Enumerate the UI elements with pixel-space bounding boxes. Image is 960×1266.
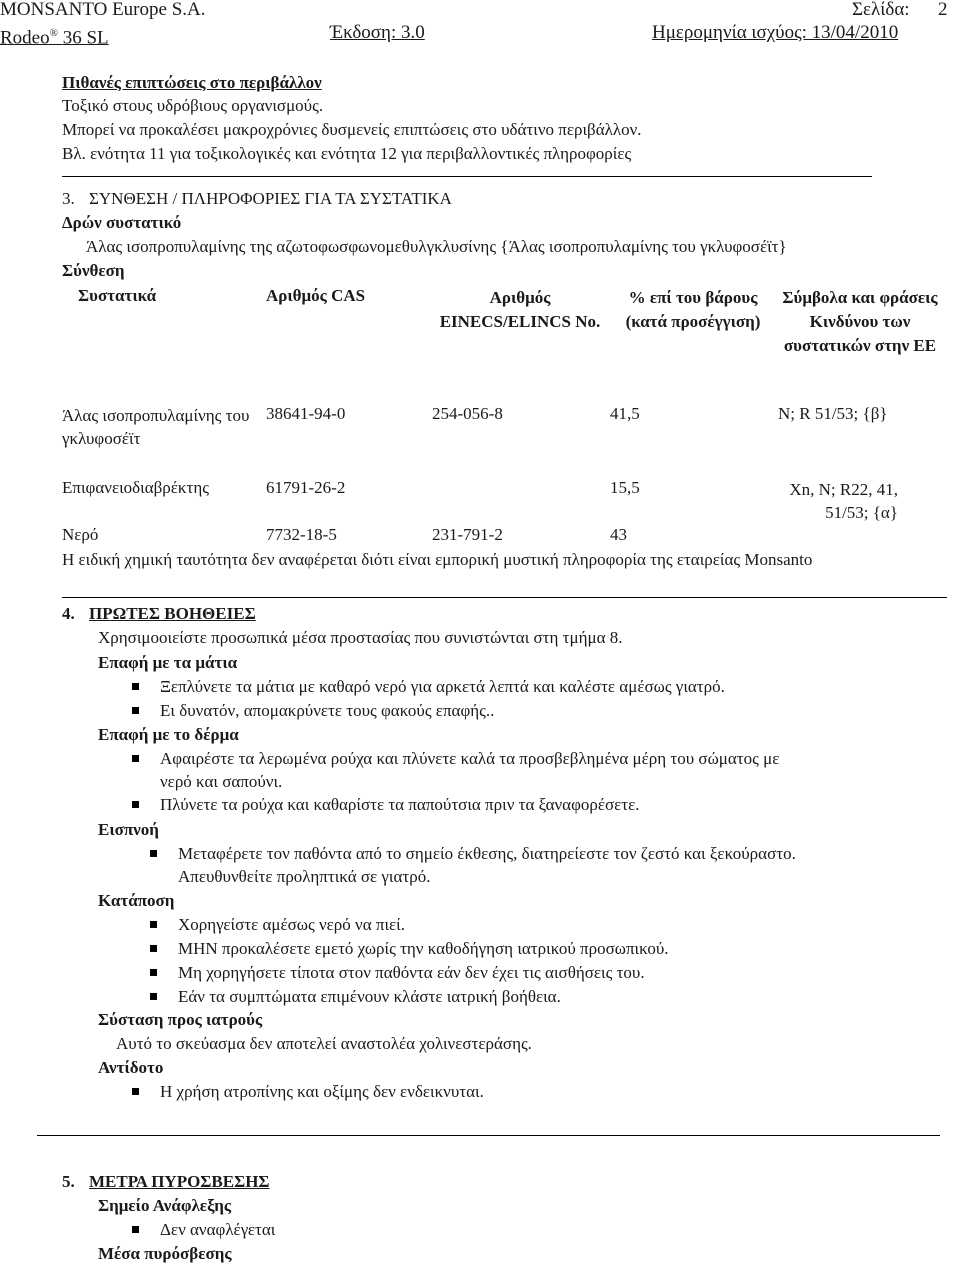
- company-name: MONSANTO Europe S.A.: [0, 0, 206, 20]
- col-header-percent: % επί του βάρους (κατά προσέγγιση): [625, 288, 761, 331]
- col-header-ingredients: Συστατικά: [78, 286, 157, 305]
- list-item-continuation: Απευθυνθείτε προληπτικά σε γιατρό.: [178, 867, 431, 886]
- table-cell-percent: 43: [610, 525, 627, 544]
- first-aid-intro: Χρησιμοοιείστε προσωπικά μέσα προστασίας που συνιστώνται στη τμήμα 8.: [98, 628, 623, 647]
- table-cell-symbols: N; R 51/53; {β}: [778, 404, 888, 423]
- table-cell-percent: 41,5: [610, 404, 640, 423]
- section-number: 4.: [62, 604, 75, 623]
- bullet-icon: [132, 1226, 139, 1233]
- list-item: Μη χορηγήσετε τίποτα στον παθόντα εάν δεν έχει τις αισθήσεις του.: [178, 963, 645, 982]
- col-header-symbols: Σύμβολα και φράσεις Κινδύνου των συστατικών στην ΕΕ: [782, 288, 938, 355]
- col-header-einecs: Αριθμός EINECS/ELINCS No.: [439, 288, 601, 331]
- list-item: Η χρήση ατροπίνης και οξίμης δεν ενδεικνυται.: [160, 1082, 484, 1101]
- bullet-icon: [150, 993, 157, 1000]
- table-cell-cas: 61791-26-2: [266, 478, 346, 497]
- version: Έκδοση: 3.0: [330, 22, 425, 43]
- list-item: Χορηγείστε αμέσως νερό να πιεί.: [178, 915, 405, 934]
- list-item: Δεν αναφλέγεται: [160, 1220, 276, 1239]
- list-item: Μεταφέρετε τον παθόντα από το σημείο έκθεσης, διατηρείεστε τον ζεστό και ξεκούραστο.: [178, 844, 796, 863]
- product-name: Rodeo® 36 SL: [0, 27, 109, 49]
- col-header-cas: Αριθμός CAS: [266, 286, 366, 305]
- bullet-icon: [132, 801, 139, 808]
- section-4-heading: [62, 604, 256, 624]
- env-heading: Πιθανές επιπτώσεις στο περιβάλλον: [62, 73, 322, 92]
- env-line: Μπορεί να προκαλέσει μακροχρόνιες δυσμενείς επιπτώσεις στο υδάτινο περιβάλλον.: [62, 120, 642, 139]
- table-cell-einecs: 254-056-8: [432, 404, 503, 423]
- table-cell-percent: 15,5: [610, 478, 640, 497]
- section-number: 5.: [62, 1172, 75, 1191]
- env-line: Βλ. ενότητα 11 για τοξικολογικές και ενότητα 12 για περιβαλλοντικές πληροφορίες: [62, 144, 632, 163]
- inhalation-label: Εισπνοή: [98, 820, 159, 839]
- bullet-icon: [132, 1088, 139, 1095]
- antidote-label: Αντίδοτο: [98, 1058, 164, 1077]
- extinguishing-media-label: Μέσα πυρόσβεσης: [98, 1244, 232, 1263]
- section-title: ΣΥΝΘΕΣΗ / ΠΛΗΡΟΦΟΡΙΕΣ ΓΙΑ ΤΑ ΣΥΣΤΑΤΙΚΑ: [89, 189, 452, 208]
- section-3-heading: [62, 189, 452, 209]
- doctor-note-text: Αυτό το σκεύασμα δεν αποτελεί αναστολέα χολινεστεράσης.: [116, 1034, 532, 1053]
- flash-point-label: Σημείο Ανάφλεξης: [98, 1196, 232, 1215]
- composition-label: Σύνθεση: [62, 261, 125, 280]
- bullet-icon: [132, 755, 139, 762]
- env-line: Τοξικό στους υδρόβιους οργανισμούς.: [62, 96, 324, 115]
- divider: [62, 176, 872, 177]
- section-number: 3.: [62, 189, 75, 208]
- bullet-icon: [150, 969, 157, 976]
- section-title: ΜΕΤΡΑ ΠΥΡΟΣΒΕΣΗΣ: [89, 1172, 270, 1191]
- divider: [62, 597, 947, 598]
- doctor-note-label: Σύσταση προς ιατρούς: [98, 1010, 263, 1029]
- table-cell-cas: 7732-18-5: [266, 525, 337, 544]
- table-cell-symbols: Xn, N; R22, 41, 51/53; {α}: [789, 480, 898, 522]
- active-ingredient-label: Δρών συστατικό: [62, 213, 182, 232]
- confidentiality-note: Η ειδική χημική ταυτότητα δεν αναφέρεται διότι είναι εμπορική μυστική πληροφορία της εταιρείας Monsanto: [62, 550, 813, 569]
- table-cell-name: Νερό: [62, 525, 99, 544]
- table-cell-cas: 38641-94-0: [266, 404, 346, 423]
- ingestion-label: Κατάποση: [98, 891, 175, 910]
- list-item: Ξεπλύνετε τα μάτια με καθαρό νερό για αρκετά λεπτά και καλέστε αμέσως γιατρό.: [160, 677, 725, 696]
- table-cell-einecs: 231-791-2: [432, 525, 503, 544]
- list-item: Ει δυνατόν, απομακρύνετε τους φακούς επαφής..: [160, 701, 495, 720]
- divider: [37, 1135, 940, 1136]
- table-cell-name: Επιφανειοδιαβρέκτης: [62, 478, 209, 497]
- list-item: Πλύνετε τα ρούχα και καθαρίστε τα παπούτσια πριν τα ξαναφορέσετε.: [160, 795, 640, 814]
- bullet-icon: [150, 921, 157, 928]
- list-item-continuation: νερό και σαπούνι.: [160, 772, 283, 791]
- section-5-heading: [62, 1172, 270, 1192]
- list-item: Αφαιρέστε τα λερωμένα ρούχα και πλύνετε καλά τα προσβεβλημένα μέρη του σώματος με: [160, 749, 780, 768]
- bullet-icon: [150, 945, 157, 952]
- bullet-icon: [132, 683, 139, 690]
- list-item: Εάν τα συμπτώματα επιμένουν κλάστε ιατρική βοήθεια.: [178, 987, 561, 1006]
- bullet-icon: [150, 850, 157, 857]
- bullet-icon: [132, 707, 139, 714]
- active-ingredient-text: Άλας ισοπροπυλαμίνης της αζωτοφωσφωνομεθυλγκλυσίνης {Άλας ισοπροπυλαμίνης του γκλυφοσέϊτ}: [86, 237, 787, 256]
- page-number: 2: [938, 0, 948, 20]
- section-title: ΠΡΩΤΕΣ ΒΟΗΘΕΙΕΣ: [89, 604, 256, 623]
- page-label: Σελίδα:: [852, 0, 910, 20]
- valid-date: Ημερομηνία ισχύος: 13/04/2010: [652, 22, 899, 43]
- list-item: ΜΗΝ προκαλέσετε εμετό χωρίς την καθοδήγηση ιατρικού προσωπικού.: [178, 939, 669, 958]
- eye-contact-label: Επαφή με τα μάτια: [98, 653, 238, 672]
- skin-contact-label: Επαφή με το δέρμα: [98, 725, 239, 744]
- table-cell-name: Άλας ισοπροπυλαμίνης του γκλυφοσέϊτ: [62, 406, 250, 448]
